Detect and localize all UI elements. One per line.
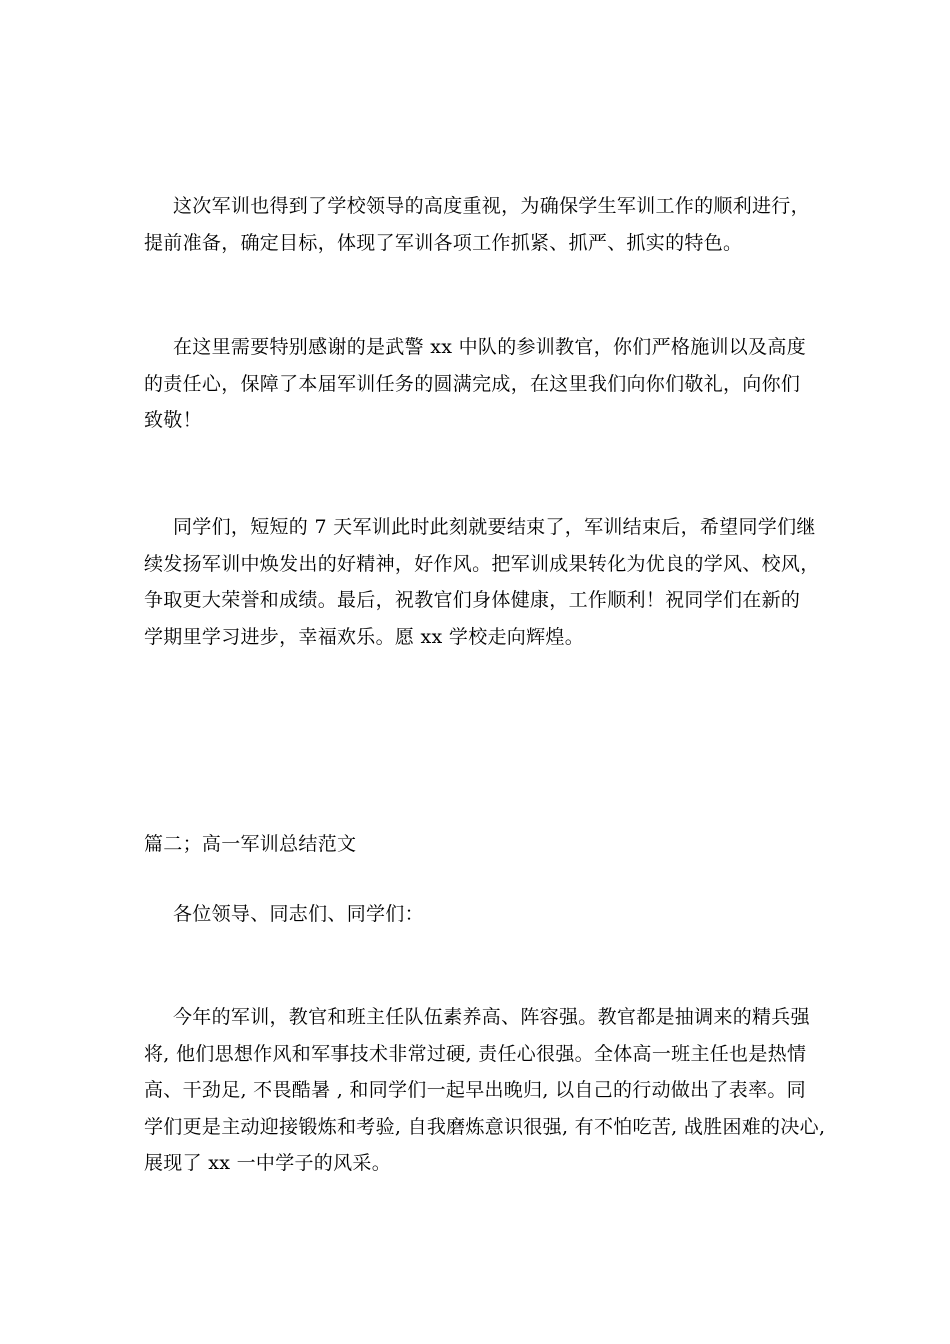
section-heading xyxy=(144,826,824,863)
paragraph-line: 这次军训也得到了学校领导的高度重视，为确保学生军训工作的顺利进行， xyxy=(173,195,810,217)
paragraph-line: 续发扬军训中焕发出的好精神，好作风。把军训成果转化为优良的学风、校风， xyxy=(144,552,820,575)
paragraph-line: 今年的军训，教官和班主任队伍素养高、阵容强。教官都是抽调来的精兵强 xyxy=(173,1006,810,1028)
paragraph-line: 高、干劲足, 不畏酷暑 , 和同学们一起早出晚归, 以自己的行动做出了表率。同 xyxy=(144,1079,806,1101)
paragraph-training-summary xyxy=(144,999,824,1182)
paragraph-line: 学们更是主动迎接锻炼和考验, 自我磨炼意识很强, 有不怕吃苦, 战胜困难的决心, xyxy=(144,1115,826,1138)
paragraph-closing-wishes xyxy=(144,509,824,655)
paragraph-line: 提前准备，确定目标，体现了军训各项工作抓紧、抓严、抓实的特色。 xyxy=(144,231,743,254)
paragraph-thanks-instructors xyxy=(144,329,824,439)
paragraph-line: 学期里学习进步，幸福欢乐。愿 xx 学校走向辉煌。 xyxy=(144,625,585,648)
greeting-paragraph xyxy=(144,896,824,933)
paragraph-line: 将, 他们思想作风和军事技术非常过硬, 责任心很强。全体高一班主任也是热情 xyxy=(144,1042,807,1065)
paragraph-line: 展现了 xx 一中学子的风采。 xyxy=(144,1152,392,1174)
paragraph-line: 同学们，短短的 7 天军训此时此刻就要结束了，军训结束后，希望同学们继 xyxy=(173,516,816,538)
paragraph-line: 致敬！ xyxy=(144,409,202,431)
paragraph-line: 的责任心，保障了本届军训任务的圆满完成，在这里我们向你们敬礼，向你们 xyxy=(144,372,801,395)
paragraph-military-training-attention xyxy=(144,188,824,261)
greeting-text: 各位领导、同志们、同学们： xyxy=(173,903,424,925)
paragraph-line: 在这里需要特别感谢的是武警 xx 中队的参训教官，你们严格施训以及高度 xyxy=(173,336,807,358)
section-heading-text: 篇二；高一军训总结范文 xyxy=(144,833,357,855)
paragraph-line: 争取更大荣誉和成绩。最后，祝教官们身体健康，工作顺利！祝同学们在新的 xyxy=(144,589,801,611)
